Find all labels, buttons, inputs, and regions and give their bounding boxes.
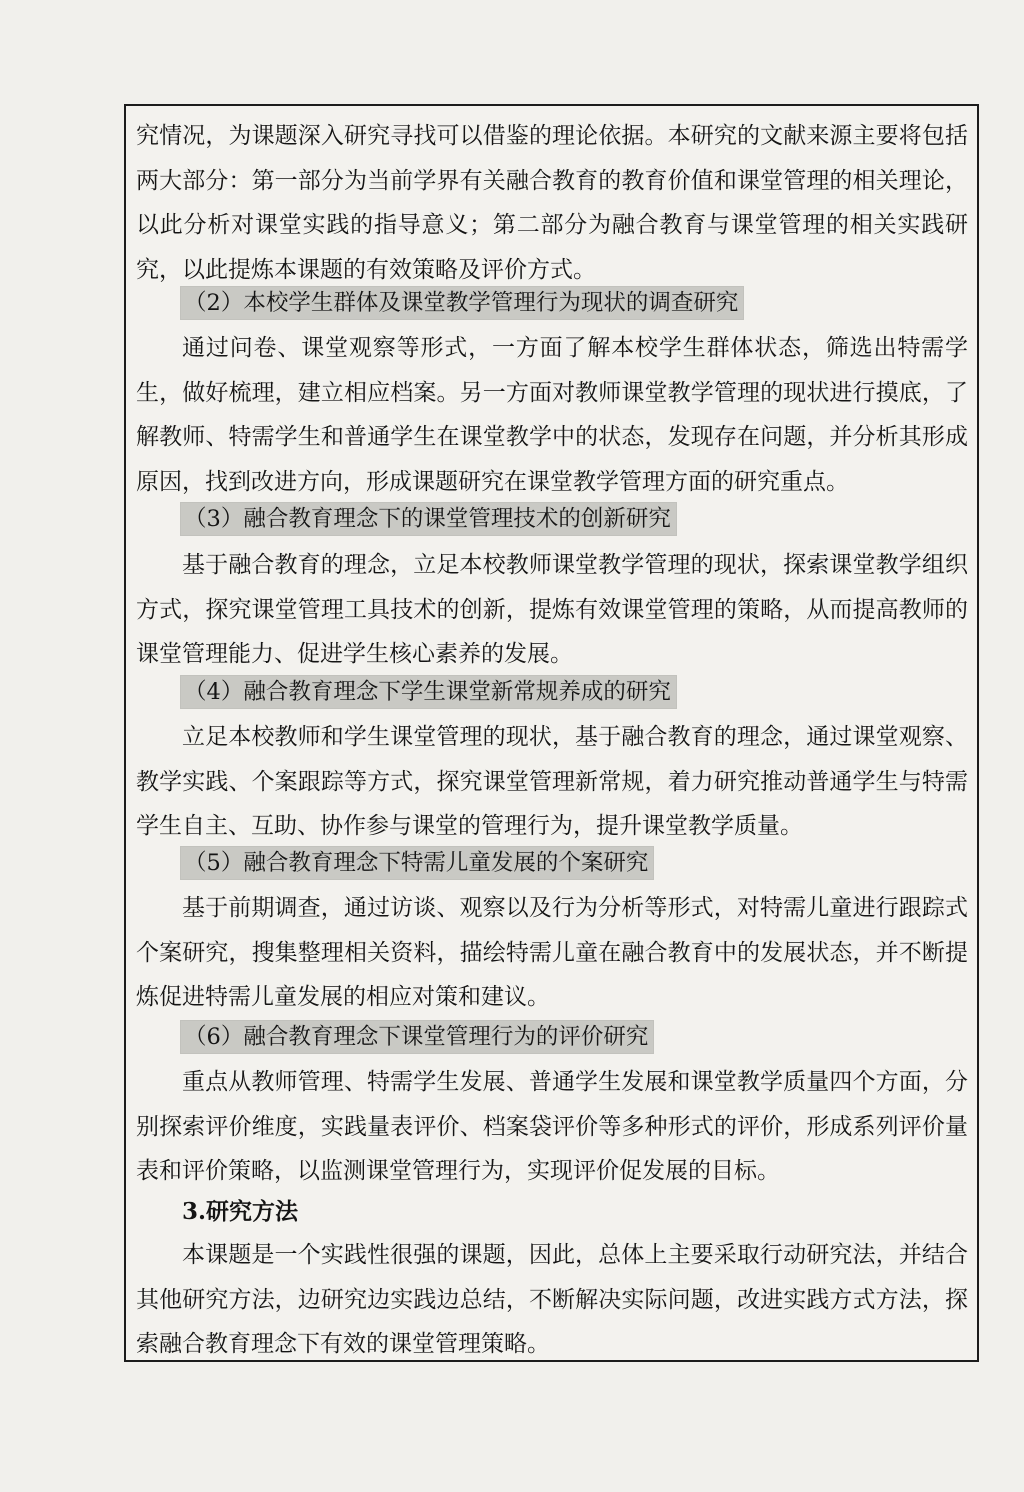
heading-section-3: （3）融合教育理念下的课堂管理技术的创新研究 bbox=[180, 502, 677, 536]
research-method-title: 3.研究方法 bbox=[182, 1198, 299, 1225]
heading-section-5: （5）融合教育理念下特需儿童发展的个案研究 bbox=[180, 846, 654, 880]
paragraph-section-5: 基于前期调查，通过访谈、观察以及行为分析等形式，对特需儿童进行跟踪式个案研究，搜集整理相关资料，描绘特需儿童在融合教育中的发展状态，并不断提炼促进特需儿童发展的相应对策和建议。 bbox=[136, 895, 968, 1010]
paragraph-research-method: 本课题是一个实践性很强的课题，因此，总体上主要采取行动研究法，并结合其他研究方法，边研究边实践边总结，不断解决实际问题，改进实践方式方法，探索融合教育理念下有效的课堂管理策略。 bbox=[136, 1242, 968, 1357]
paragraph-section-4: 立足本校教师和学生课堂管理的现状，基于融合教育的理念，通过课堂观察、教学实践、个案跟踪等方式，探究课堂管理新常规，着力研究推动普通学生与特需学生自主、互助、协作参与课堂的管理行为，提升课堂教学质量。 bbox=[136, 724, 968, 839]
heading-section-6: （6）融合教育理念下课堂管理行为的评价研究 bbox=[180, 1020, 654, 1054]
paragraph-section-6: 重点从教师管理、特需学生发展、普通学生发展和课堂教学质量四个方面，分别探索评价维度，实践量表评价、档案袋评价等多种形式的评价，形成系列评价量表和评价策略，以监测课堂管理行为，实现评价促发展的目标。 bbox=[136, 1069, 968, 1184]
paragraph-section-3: 基于融合教育的理念，立足本校教师课堂教学管理的现状，探索课堂教学组织方式，探究课堂管理工具技术的创新，提炼有效课堂管理的策略，从而提高教师的课堂管理能力、促进学生核心素养的发展。 bbox=[136, 552, 968, 667]
intro-paragraph: 究情况，为课题深入研究寻找可以借鉴的理论依据。本研究的文献来源主要将包括两大部分：第一部分为当前学界有关融合教育的教育价值和课堂管理的相关理论，以此分析对课堂实践的指导意义；第二部分为融合教育与课堂管理的相关实践研究，以此提炼本课题的有效策略及评价方式。 bbox=[136, 123, 968, 283]
heading-section-2: （2）本校学生群体及课堂教学管理行为现状的调查研究 bbox=[180, 286, 744, 320]
paragraph-section-2: 通过问卷、课堂观察等形式，一方面了解本校学生群体状态，筛选出特需学生，做好梳理，建立相应档案。另一方面对教师课堂教学管理的现状进行摸底，了解教师、特需学生和普通学生在课堂教学中的状态，发现存在问题，并分析其形成原因，找到改进方向，形成课题研究在课堂教学管理方面的研究重点。 bbox=[136, 335, 968, 495]
heading-section-4: （4）融合教育理念下学生课堂新常规养成的研究 bbox=[180, 675, 677, 709]
